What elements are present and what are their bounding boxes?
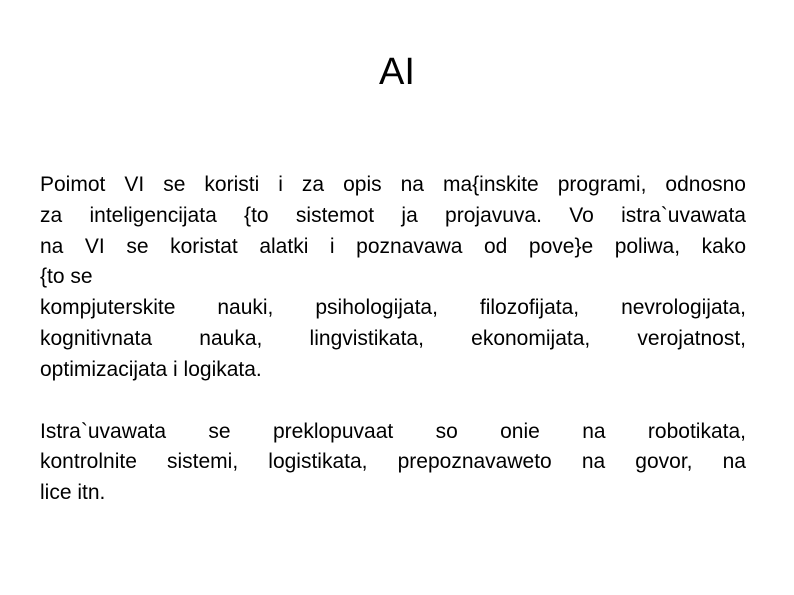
paragraph-line: Poimot VI se koristi i za opis na ma{inskite programi, odnosno [40,173,746,196]
paragraph-ai-definition [40,170,746,386]
slide-body [40,170,746,509]
paragraph-line: lice itn. [40,481,106,505]
paragraph-line: na VI se koristat alatki i poznavawa od pove}e poliwa, kako [40,234,746,258]
paragraph-line: Istra`uvawata se preklopuvaat so onie na robotikata, [40,419,746,443]
paragraph-line: kontrolnite sistemi, logistikata, prepoznavaweto na govor, na [40,450,746,474]
paragraph-line: {to se [40,265,93,289]
paragraph-research-overlap [40,417,746,509]
paragraph-line: kognitivnata nauka, lingvistikata, ekonomijata, verojatnost, [40,326,746,350]
paragraph-line: kompjuterskite nauki, psihologijata, filozofijata, nevrologijata, [40,296,746,320]
paragraph-line: za inteligencijata {to sistemot ja projavuva. Vo istra`uvawata [40,203,746,227]
paragraph-line: optimizacijata i logikata. [40,357,262,381]
slide-title: AI [379,51,415,93]
